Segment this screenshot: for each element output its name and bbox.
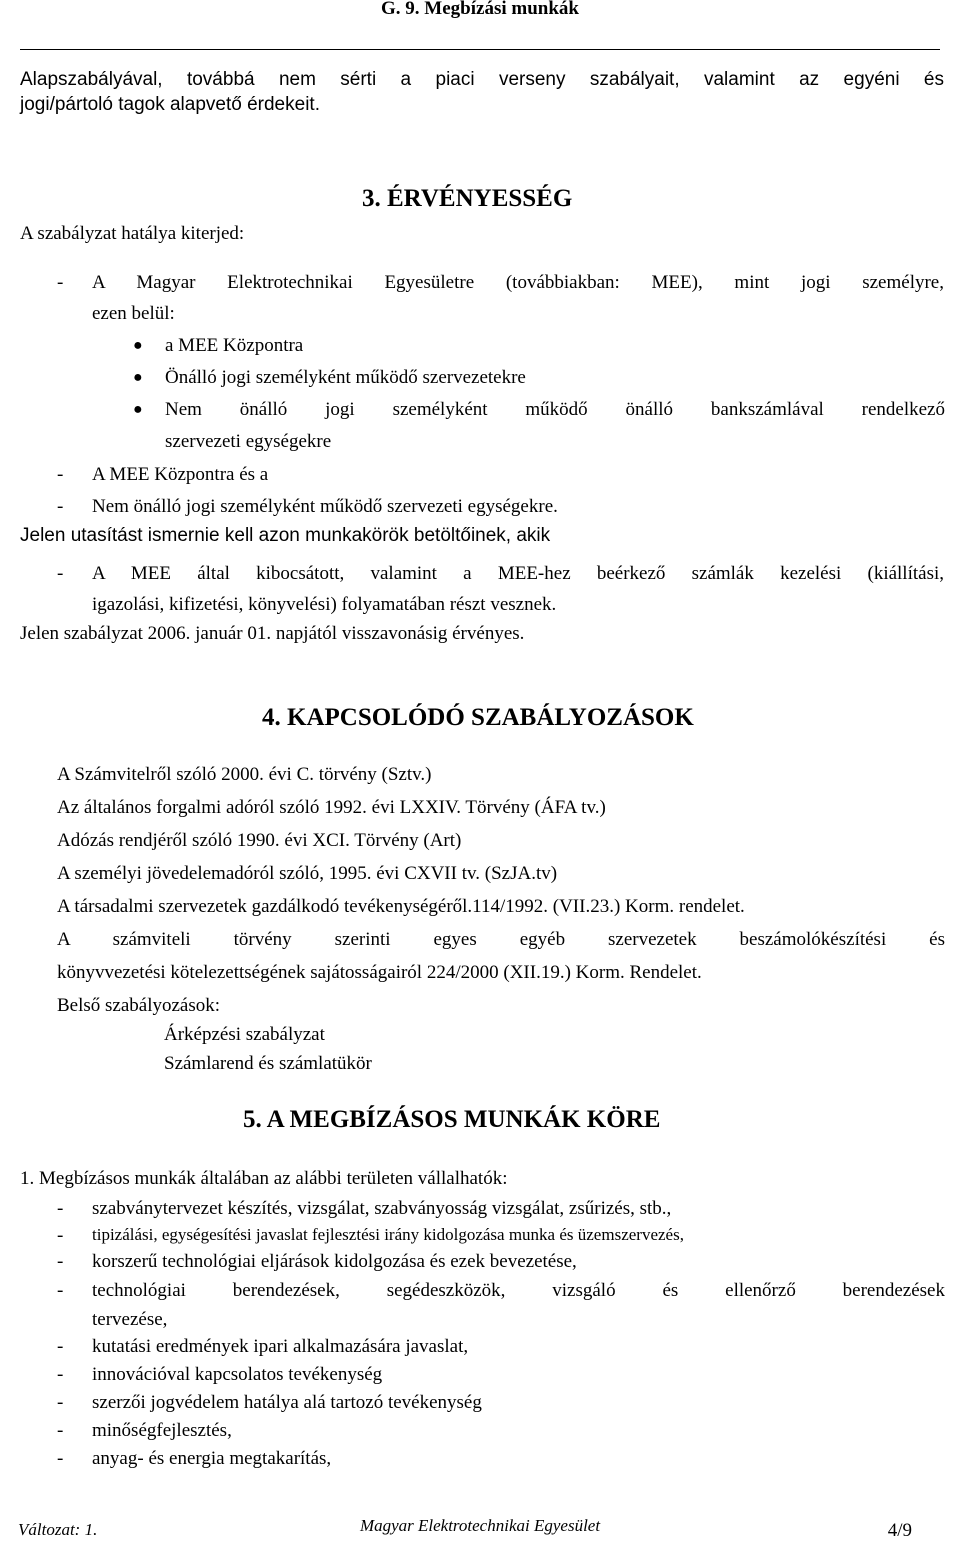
internal-rules-label: Belső szabályozások:: [57, 995, 221, 1016]
dash-marker: -: [57, 496, 64, 517]
internal-rule-1: Árképzési szabályzat: [164, 1024, 325, 1045]
dash-marker: -: [57, 1280, 64, 1301]
intro-line-1: Alapszabályával, továbbá nem sérti a piaci verseny szabályait, valamint az egyéni és: [20, 69, 944, 90]
dash-marker: -: [57, 464, 64, 485]
dash-marker: -: [57, 1198, 64, 1219]
bullet-marker: ●: [133, 369, 143, 386]
regulation-line-6: A számviteli törvény szerinti egyes egyéb szervezetek beszámolókészítési és: [57, 929, 945, 950]
dash-marker: -: [57, 1251, 64, 1272]
dash-marker: -: [57, 1420, 64, 1441]
regulation-line-7: könyvvezetési kötelezettségének sajátosságairól 224/2000 (XII.19.) Korm. Rendelet.: [57, 962, 702, 983]
regulation-line-4: A személyi jövedelemadóról szóló, 1995. évi CXVII tv. (SzJA.tv): [57, 863, 558, 884]
scope-item-4-line-1: A MEE által kibocsátott, valamint a MEE-hez beérkező számlák kezelési (kiállítási,: [92, 563, 944, 584]
dash-marker: -: [57, 1225, 64, 1246]
section-5-intro: 1. Megbízásos munkák általában az alábbi területen vállalhatók:: [20, 1168, 508, 1189]
work-item-4: technológiai berendezések, segédeszközök, vizsgáló és ellenőrző berendezések: [92, 1280, 945, 1301]
dash-marker: -: [57, 563, 64, 584]
scope-bullet-3: Nem önálló jogi személyként működő önálló bankszámlával rendelkező: [165, 399, 945, 420]
scope-bullet-1: a MEE Központra: [165, 335, 304, 356]
scope-item-1-line-1: A Magyar Elektrotechnikai Egyesületre (továbbiakban: MEE), mint jogi személyre,: [92, 272, 944, 293]
bullet-marker: ●: [133, 337, 143, 354]
header-divider: [20, 49, 940, 50]
dash-marker: -: [57, 1392, 64, 1413]
scope-item-3: Nem önálló jogi személyként működő szervezeti egységekre.: [92, 496, 558, 517]
bullet-marker: ●: [133, 401, 143, 418]
section-3-heading: 3. ÉRVÉNYESSÉG: [362, 185, 573, 212]
dash-marker: -: [57, 1448, 64, 1469]
work-item-6: innovációval kapcsolatos tevékenység: [92, 1364, 383, 1385]
page-header-title: G. 9. Megbízási munkák: [381, 0, 579, 19]
work-item-5: kutatási eredmények ipari alkalmazására javaslat,: [92, 1336, 469, 1357]
dash-marker: -: [57, 272, 64, 293]
validity-text: Jelen szabályzat 2006. január 01. napjától visszavonásig érvényes.: [20, 623, 525, 644]
regulation-line-3: Adózás rendjéről szóló 1990. évi XCI. Törvény (Art): [57, 830, 462, 851]
regulation-line-5: A társadalmi szervezetek gazdálkodó tevékenységéről.114/1992. (VII.23.) Korm. rendelet.: [57, 896, 745, 917]
scope-item-1-line-2: ezen belül:: [92, 303, 175, 324]
dash-marker: -: [57, 1364, 64, 1385]
work-item-7: szerzői jogvédelem hatálya alá tartozó tevékenység: [92, 1392, 482, 1413]
work-item-8: minőségfejlesztés,: [92, 1420, 232, 1441]
scope-label: A szabályzat hatálya kiterjed:: [20, 223, 245, 244]
work-item-3: korszerű technológiai eljárások kidolgozása és ezek bevezetése,: [92, 1251, 577, 1272]
work-item-9: anyag- és energia megtakarítás,: [92, 1448, 332, 1469]
footer-page-number: 4/9: [887, 1520, 912, 1541]
section-4-heading: 4. KAPCSOLÓDÓ SZABÁLYOZÁSOK: [262, 704, 694, 731]
work-item-1: szabványtervezet készítés, vizsgálat, szabványosság vizsgálat, zsűrizés, stb.,: [92, 1198, 672, 1219]
section-5-heading: 5. A MEGBÍZÁSOS MUNKÁK KÖRE: [243, 1106, 661, 1133]
internal-rule-2: Számlarend és számlatükör: [164, 1053, 372, 1074]
scope-bullet-3-cont: szervezeti egységekre: [165, 431, 332, 452]
footer-version: Változat: 1.: [18, 1520, 98, 1539]
footer-organization: Magyar Elektrotechnikai Egyesület: [359, 1516, 601, 1535]
work-item-2: tipizálási, egységesítési javaslat fejlesztési irány kidolgozása munka és üzemszervezés,: [92, 1225, 684, 1244]
work-item-4-cont: tervezése,: [92, 1309, 168, 1330]
dash-marker: -: [57, 1336, 64, 1357]
regulation-line-2: Az általános forgalmi adóról szóló 1992. évi LXXIV. Törvény (ÁFA tv.): [57, 797, 606, 818]
scope-item-2: A MEE Központra és a: [92, 464, 269, 485]
intro-line-2: jogi/pártoló tagok alapvető érdekeit.: [20, 94, 320, 115]
scope-item-4-line-2: igazolási, kifizetési, könyvelési) folyamatában részt vesznek.: [92, 594, 557, 615]
scope-bullet-2: Önálló jogi személyként működő szervezetekre: [165, 367, 526, 388]
instruction-text: Jelen utasítást ismernie kell azon munkakörök betöltőinek, akik: [20, 525, 551, 546]
regulation-line-1: A Számvitelről szóló 2000. évi C. törvény (Sztv.): [57, 764, 432, 785]
